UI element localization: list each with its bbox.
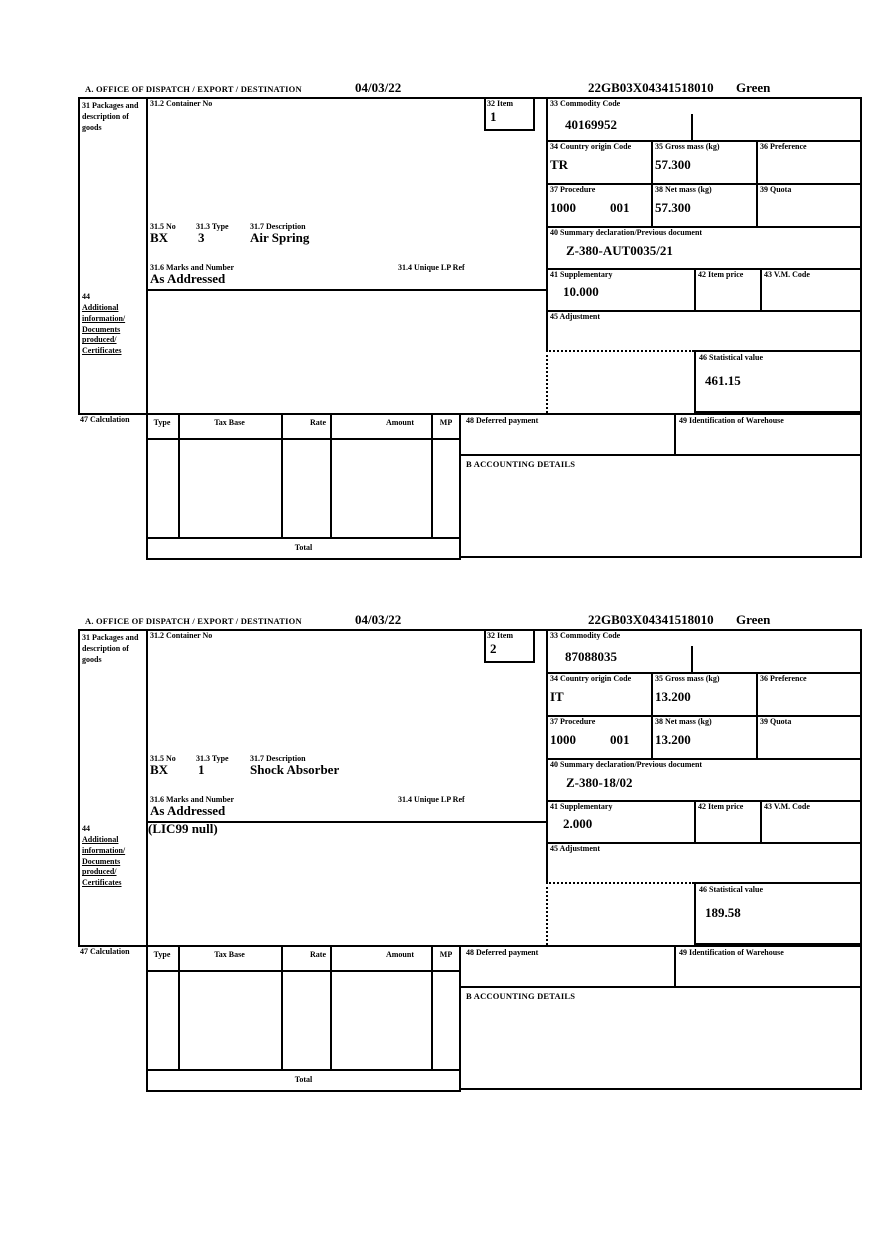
commodity-code-subdivider	[691, 114, 693, 140]
packages-type-value: 3	[198, 230, 205, 245]
packages-type-value: 1	[198, 762, 205, 777]
grid-line	[694, 800, 696, 842]
procedure-label: 37 Procedure	[550, 185, 596, 194]
amount-column-header: Amount	[385, 418, 414, 427]
description-label: 31.7 Description	[250, 222, 306, 231]
grid-line	[760, 268, 762, 310]
packages-no-label: 31.5 No	[150, 222, 176, 231]
grid-line	[756, 672, 758, 758]
commodity-code-label: 33 Commodity Code	[550, 631, 621, 640]
commodity-code-label: 33 Commodity Code	[550, 99, 621, 108]
warehouse-id-label: 49 Identification of Warehouse	[679, 416, 784, 425]
supplementary-label: 41 Supplementary	[550, 802, 613, 811]
preference-label: 36 Preference	[760, 674, 807, 683]
quota-label: 39 Quota	[760, 717, 792, 726]
procedure-label: 37 Procedure	[550, 717, 596, 726]
vm-code-label: 43 V.M. Code	[764, 270, 810, 279]
table-header-line	[148, 970, 459, 972]
total-row	[146, 1071, 461, 1092]
additional-information-label: Additional information/ Documents produced/ Certificates	[82, 303, 126, 356]
statistical-value-label: 46 Statistical value	[699, 353, 763, 362]
dotted-horizontal-divider	[546, 882, 694, 884]
box44-top-line	[146, 289, 546, 291]
deferred-payment-label: 48 Deferred payment	[466, 948, 539, 957]
supplementary-label: 41 Supplementary	[550, 270, 613, 279]
gross-mass-value: 57.300	[655, 157, 691, 172]
grid-line	[178, 415, 180, 537]
grid-line	[281, 415, 283, 537]
table-header-line	[148, 438, 459, 440]
dotted-horizontal-divider	[546, 350, 694, 352]
mp-column-header: MP	[439, 418, 453, 427]
marks-number-value: As Addressed	[150, 271, 226, 286]
summary-declaration-label: 40 Summary declaration/Previous document	[550, 760, 703, 769]
container-no-label: 31.2 Container No	[150, 631, 213, 640]
description-label: 31.7 Description	[250, 754, 306, 763]
accounting-bottom-line	[461, 1088, 862, 1090]
marks-number-label: 31.6 Marks and Number	[150, 795, 235, 804]
office-of-dispatch-label: A. OFFICE OF DISPATCH / EXPORT / DESTINATION	[85, 616, 302, 626]
additional-information-value: (LIC99 null)	[148, 821, 218, 836]
grid-line	[281, 947, 283, 1069]
accounting-top-line	[461, 986, 862, 988]
country-origin-label: 34 Country origin Code	[550, 142, 632, 151]
right-edge-line	[860, 945, 862, 1090]
container-no-label: 31.2 Container No	[150, 99, 213, 108]
grid-line	[694, 268, 696, 310]
country-origin-value: IT	[550, 689, 564, 704]
quota-label: 39 Quota	[760, 185, 792, 194]
adjustment-label: 45 Adjustment	[550, 844, 601, 853]
unique-lp-ref-label: 31.4 Unique LP Ref	[398, 795, 465, 804]
grid-line	[651, 140, 653, 226]
routing-status: Green	[736, 612, 771, 627]
grid-line	[178, 947, 180, 1069]
grid-line	[431, 415, 433, 537]
type-column-header: Type	[153, 950, 171, 959]
packages-description-label: 31 Packages and description of goods	[82, 101, 139, 132]
gross-mass-label: 35 Gross mass (kg)	[655, 674, 720, 683]
previous-document-value: Z-380-AUT0035/21	[566, 243, 673, 258]
calculation-label: 47 Calculation	[80, 415, 130, 424]
grid-line	[330, 415, 332, 537]
net-mass-value: 13.200	[655, 732, 691, 747]
additional-information-label: Additional information/ Documents produced/ Certificates	[82, 835, 126, 888]
grid-line	[756, 140, 758, 226]
mrn-value: 22GB03X04341518010	[588, 80, 714, 95]
statistical-value-value: 189.58	[705, 905, 741, 920]
calculation-label: 47 Calculation	[80, 947, 130, 956]
commodity-code-value: 40169952	[565, 117, 617, 132]
grid-line	[330, 947, 332, 1069]
left-column-divider	[146, 97, 148, 413]
previous-document-value: Z-380-18/02	[566, 775, 633, 790]
packages-no-value: BX	[150, 230, 169, 245]
statistical-value-label: 46 Statistical value	[699, 885, 763, 894]
grid-line	[760, 800, 762, 842]
declaration-date: 04/03/22	[355, 80, 402, 95]
grid-line	[651, 672, 653, 758]
marks-number-value: As Addressed	[150, 803, 226, 818]
grid-line	[674, 413, 676, 454]
dotted-vertical-divider	[546, 882, 548, 945]
accounting-bottom-line	[461, 556, 862, 558]
supplementary-value: 10.000	[563, 284, 599, 299]
goods-description-value: Shock Absorber	[250, 762, 340, 777]
dotted-vertical-divider	[546, 350, 548, 413]
statistical-value-value: 461.15	[705, 373, 741, 388]
procedure-value-2: 001	[610, 200, 630, 215]
net-mass-label: 38 Net mass (kg)	[655, 717, 712, 726]
total-label: Total	[294, 1075, 313, 1085]
goods-description-value: Air Spring	[250, 230, 310, 245]
total-row	[146, 539, 461, 560]
tax-base-column-header: Tax Base	[214, 418, 245, 427]
calculation-table	[146, 945, 461, 1071]
declaration-date: 04/03/22	[355, 612, 402, 627]
deferred-payment-label: 48 Deferred payment	[466, 416, 539, 425]
total-label: Total	[294, 543, 313, 553]
item-price-label: 42 Item price	[698, 270, 744, 279]
routing-status: Green	[736, 80, 771, 95]
item-label: 32 Item	[487, 631, 513, 640]
packages-no-value: BX	[150, 762, 169, 777]
gross-mass-label: 35 Gross mass (kg)	[655, 142, 720, 151]
procedure-value-2: 001	[610, 732, 630, 747]
grid-line	[674, 945, 676, 986]
grid-line	[431, 947, 433, 1069]
accounting-details-label: B ACCOUNTING DETAILS	[466, 459, 576, 469]
box44-number-label: 44	[82, 292, 90, 301]
country-origin-value: TR	[550, 157, 569, 172]
preference-label: 36 Preference	[760, 142, 807, 151]
amount-column-header: Amount	[385, 950, 414, 959]
summary-declaration-label: 40 Summary declaration/Previous document	[550, 228, 703, 237]
net-mass-label: 38 Net mass (kg)	[655, 185, 712, 194]
tax-base-column-header: Tax Base	[214, 950, 245, 959]
marks-number-label: 31.6 Marks and Number	[150, 263, 235, 272]
accounting-details-label: B ACCOUNTING DETAILS	[466, 991, 576, 1001]
rate-column-header: Rate	[310, 418, 326, 427]
right-column-divider	[546, 97, 548, 350]
vm-code-label: 43 V.M. Code	[764, 802, 810, 811]
rate-column-header: Rate	[310, 950, 326, 959]
item-number-value: 1	[490, 109, 497, 124]
calculation-table	[146, 413, 461, 539]
packages-type-label: 31.3 Type	[196, 754, 229, 763]
commodity-code-value: 87088035	[565, 649, 617, 664]
procedure-value: 1000	[550, 732, 576, 747]
country-origin-label: 34 Country origin Code	[550, 674, 632, 683]
declaration-item-section	[0, 80, 882, 562]
commodity-code-subdivider	[691, 646, 693, 672]
office-of-dispatch-label: A. OFFICE OF DISPATCH / EXPORT / DESTINATION	[85, 84, 302, 94]
packages-description-label: 31 Packages and description of goods	[82, 633, 139, 664]
accounting-top-line	[461, 454, 862, 456]
mrn-value: 22GB03X04341518010	[588, 612, 714, 627]
packages-no-label: 31.5 No	[150, 754, 176, 763]
procedure-value: 1000	[550, 200, 576, 215]
warehouse-id-label: 49 Identification of Warehouse	[679, 948, 784, 957]
left-column-divider	[146, 629, 148, 945]
item-label: 32 Item	[487, 99, 513, 108]
gross-mass-value: 13.200	[655, 689, 691, 704]
unique-lp-ref-label: 31.4 Unique LP Ref	[398, 263, 465, 272]
item-price-label: 42 Item price	[698, 802, 744, 811]
box44-number-label: 44	[82, 824, 90, 833]
type-column-header: Type	[153, 418, 171, 427]
adjustment-label: 45 Adjustment	[550, 312, 601, 321]
right-edge-line	[860, 413, 862, 558]
right-column-divider	[546, 629, 548, 882]
item-number-value: 2	[490, 641, 497, 656]
net-mass-value: 57.300	[655, 200, 691, 215]
declaration-item-section	[0, 612, 882, 1094]
mp-column-header: MP	[439, 950, 453, 959]
packages-type-label: 31.3 Type	[196, 222, 229, 231]
supplementary-value: 2.000	[563, 816, 593, 831]
